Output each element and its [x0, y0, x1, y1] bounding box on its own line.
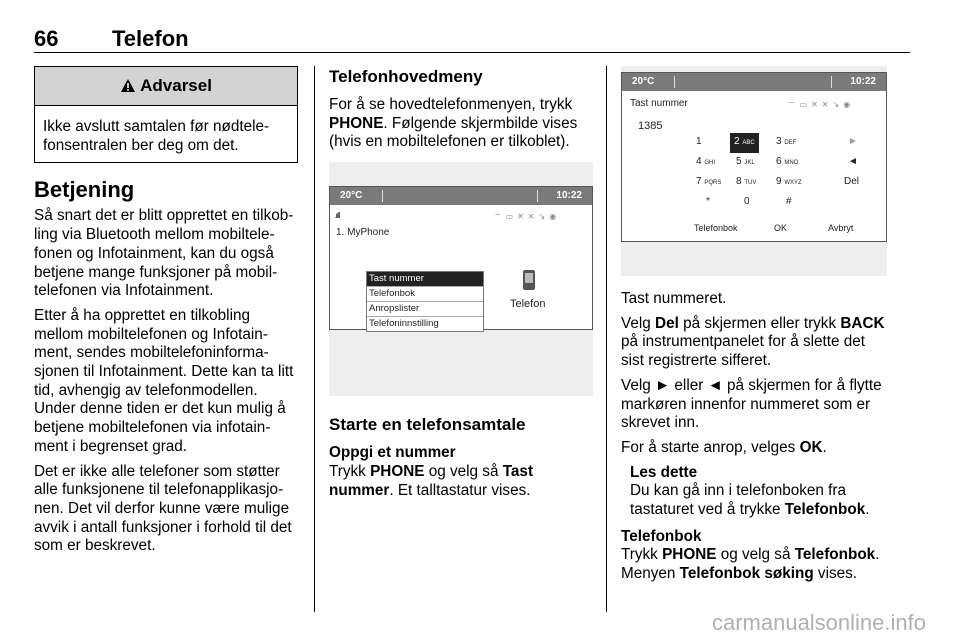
screenshot-figure — [329, 162, 593, 396]
delete-key[interactable]: Del — [844, 176, 860, 187]
bold-text: Tast nummer — [329, 462, 534, 499]
page-header — [34, 26, 189, 52]
key-6[interactable]: 6 MNO — [776, 156, 799, 167]
status-icons: ⌔▭✕✕↘◉ — [788, 100, 855, 109]
warning-box — [34, 66, 298, 163]
paragraph — [329, 96, 593, 152]
key-1[interactable]: 1 — [696, 136, 702, 147]
key-7[interactable]: 7 PQRS — [696, 176, 722, 187]
menu-item-anropslister[interactable]: Anropslister — [367, 302, 483, 317]
phone-menu — [366, 271, 484, 332]
paragraph — [329, 463, 593, 500]
phonebook-button[interactable]: Telefonbok — [694, 223, 738, 233]
text: Trykk — [621, 546, 663, 564]
temperature: 20°C — [632, 76, 655, 87]
text: For å starte anrop, velges — [621, 438, 800, 456]
infotainment-screen — [329, 186, 593, 330]
subheading: Oppgi et nummer — [329, 444, 456, 462]
page-title: Telefon — [112, 26, 189, 51]
text: For å se hovedtelefonmenyen, trykk — [329, 96, 573, 113]
temperature: 20°C — [340, 190, 363, 202]
paragraph — [621, 315, 887, 371]
key-8[interactable]: 8 TUV — [736, 176, 757, 187]
bold-text: PHONE — [329, 114, 384, 132]
menu-item-telefonbok[interactable]: Telefonbok — [367, 287, 483, 302]
text: . Et talltastatur vises. — [389, 481, 531, 499]
middle-column — [329, 66, 593, 506]
status-bar — [622, 73, 886, 91]
watermark: carmanualsonline.info — [711, 610, 926, 635]
bold-text: Del — [655, 314, 679, 332]
paragraph: Tast nummeret. — [621, 290, 727, 307]
column-divider — [314, 66, 315, 612]
text: og velg så — [716, 546, 795, 564]
paragraph: Etter å ha opprettet en tilkobling mellom mobiltelefonen og Infotainment, sendes mobiltelefoninformasjonen til Infotainment. Dette kan ta litt tid, avhengig av telefonmodellen. Under denne tiden er det kun mulig å betjene mobiltelefonen via infotainment i begrenset grad. — [34, 306, 294, 455]
key-4[interactable]: 4 GHI — [696, 156, 716, 167]
text: på instrumentpanelet for å slette det sist registrerte sifferet. — [621, 333, 866, 370]
dialed-number: 1385 — [638, 120, 663, 132]
text: Velg — [621, 314, 656, 332]
subheading: Telefonbok — [621, 527, 702, 545]
screenshot-figure — [621, 66, 887, 276]
text: . — [865, 501, 870, 519]
bold-text: PHONE — [662, 546, 717, 564]
section-heading: Starte en telefonsamtale — [329, 415, 526, 435]
right-column — [621, 66, 887, 590]
paragraph: Velg ► eller ◄ på skjermen for å flytte markøren innenfor nummeret som er skrevet inn. — [621, 376, 882, 432]
key-star[interactable]: * — [706, 196, 710, 207]
key-5[interactable]: 5 JKL — [736, 156, 755, 167]
text: Menyen — [621, 565, 680, 583]
device-name: 1. MyPhone — [336, 227, 390, 239]
bold-text: Telefonbok — [794, 546, 876, 564]
text: på skjermen eller trykk — [678, 314, 841, 332]
text: . — [875, 546, 880, 564]
bold-text: BACK — [840, 314, 885, 332]
page-number: 66 — [34, 26, 59, 51]
text: Trykk — [329, 462, 371, 480]
status-icons: ⌔▭✕✕↘◉ — [494, 212, 561, 222]
infotainment-screen — [621, 72, 887, 242]
paragraph — [621, 439, 887, 458]
key-hash[interactable]: # — [786, 196, 792, 207]
screen-title: Tast nummer — [630, 98, 688, 109]
app-label: Telefon — [510, 298, 546, 311]
paragraph — [621, 546, 887, 565]
column-divider — [606, 66, 607, 612]
phone-app-icon — [522, 269, 536, 297]
paragraph: Så snart det er blitt opprettet en tilkobling via Bluetooth mellom mobiltelefonen og Infotainment, kan du også betjene mange funksjoner på mobiltelefonen via Infotainment. — [34, 207, 294, 300]
key-2[interactable]: 2 ABC — [730, 133, 759, 153]
clock: 10:22 — [556, 190, 582, 202]
note-title: Les dette — [630, 463, 698, 481]
left-column — [34, 66, 298, 562]
warning-title: Advarsel — [140, 76, 212, 95]
clock: 10:22 — [850, 76, 876, 87]
bold-text: Telefonbok — [784, 501, 866, 519]
text: . — [822, 438, 827, 456]
key-0[interactable]: 0 — [744, 196, 750, 207]
section-heading: Betjening — [34, 177, 135, 203]
paragraph: Det er ikke alle telefoner som støtter alle funksjonene til telefonapplikasjonen. Det vil derfor kunne være mulige avvik i antall funksjoner i forhold til det som er beskrevet. — [34, 462, 292, 555]
warning-text: Ikke avslutt samtalen før nødtelefonsentralen ber deg om det. — [43, 118, 270, 154]
warning-title-bar — [35, 67, 297, 106]
bold-text: OK — [799, 438, 823, 456]
text: og velg så — [424, 462, 503, 480]
text: Du kan gå inn i telefonboken fra tastaturet ved å trykke — [630, 482, 847, 519]
signal-icon: .ııll — [334, 211, 340, 221]
paragraph — [621, 565, 887, 584]
note-box — [621, 464, 887, 520]
status-bar — [330, 187, 592, 205]
key-9[interactable]: 9 WXYZ — [776, 176, 802, 187]
text: . Følgende skjermbilde vises (hvis en mobiltelefonen er tilkoblet). — [329, 114, 578, 151]
cancel-button[interactable]: Avbryt — [828, 223, 854, 233]
cursor-right-key[interactable]: ► — [848, 136, 858, 147]
ok-button[interactable]: OK — [774, 223, 788, 233]
bold-text: PHONE — [370, 462, 425, 480]
section-heading: Telefonhovedmeny — [329, 67, 483, 86]
key-3[interactable]: 3 DEF — [776, 136, 797, 147]
menu-item-tast-nummer[interactable]: Tast nummer — [367, 272, 483, 287]
warning-triangle-icon — [120, 76, 140, 95]
note-text — [630, 482, 887, 519]
cursor-left-key[interactable]: ◄ — [848, 156, 858, 167]
header-rule — [34, 52, 910, 53]
bold-text: Telefonbok søking — [679, 565, 814, 583]
text: vises. — [813, 565, 858, 583]
menu-item-telefoninnstilling[interactable]: Telefoninnstilling — [369, 318, 439, 330]
